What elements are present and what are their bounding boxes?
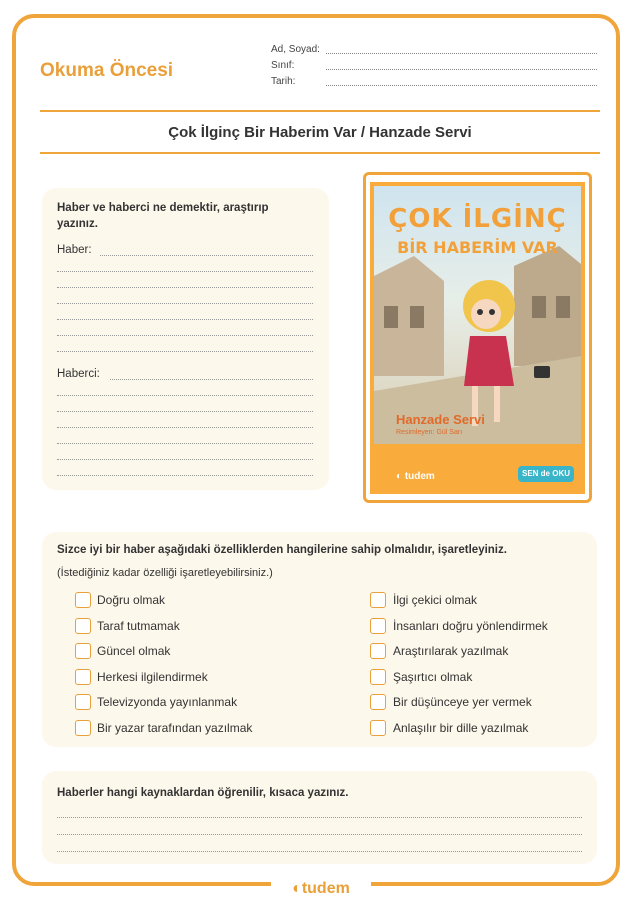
right-checkbox[interactable] bbox=[370, 720, 386, 736]
name-field[interactable] bbox=[326, 53, 597, 54]
divider-top bbox=[40, 110, 600, 112]
left-checkbox[interactable] bbox=[75, 592, 91, 608]
right-label: Şaşırtıcı olmak bbox=[393, 669, 473, 684]
haberci-line[interactable] bbox=[57, 443, 313, 444]
class-field[interactable] bbox=[326, 69, 597, 70]
date-label: Tarih: bbox=[271, 76, 296, 87]
right-label: Anlaşılır bir dille yazılmak bbox=[393, 720, 529, 735]
haber-line[interactable] bbox=[57, 319, 313, 320]
book-title: Çok İlginç Bir Haberim Var / Hanzade Servi bbox=[168, 124, 472, 141]
haberci-line[interactable] bbox=[57, 475, 313, 476]
research-question: Haber ve haberci ne demektir, araştırıp yazınız. bbox=[57, 202, 269, 230]
page-title: Okuma Öncesi bbox=[40, 60, 174, 81]
tudem-logo-icon: ◐ bbox=[396, 471, 403, 482]
features-note: (İstediğiniz kadar özelliği işaretleyebilirsiniz.) bbox=[57, 567, 273, 579]
left-label: Güncel olmak bbox=[97, 644, 171, 658]
haber-line[interactable] bbox=[57, 271, 313, 272]
series-badge: SEN de OKU bbox=[518, 466, 574, 482]
left-label: Taraf tutmamak bbox=[97, 618, 180, 633]
left-label: Herkesi ilgilendirmek bbox=[97, 669, 208, 684]
divider-bottom bbox=[40, 152, 600, 154]
haberci-line[interactable] bbox=[57, 427, 313, 428]
right-label: Araştırılarak yazılmak bbox=[393, 644, 509, 658]
haber-line[interactable] bbox=[57, 287, 313, 288]
left-label: Doğru olmak bbox=[97, 593, 166, 607]
footer-logo bbox=[271, 878, 371, 900]
left-checkbox[interactable] bbox=[75, 618, 91, 634]
sources-box bbox=[42, 771, 597, 864]
right-checkbox[interactable] bbox=[370, 643, 386, 659]
right-label: İlgi çekici olmak bbox=[393, 593, 478, 607]
cover-illustrator: Resimleyen: Gül Sarı bbox=[396, 429, 463, 436]
right-label: Bir düşünceye yer vermek bbox=[393, 695, 532, 709]
cover-title-line2: BİR HABERİM VAR bbox=[397, 238, 558, 257]
right-checkbox[interactable] bbox=[370, 618, 386, 634]
book-cover bbox=[370, 182, 585, 494]
haber-line[interactable] bbox=[57, 335, 313, 336]
haberci-label: Haberci: bbox=[57, 368, 100, 380]
right-checkbox[interactable] bbox=[370, 694, 386, 710]
left-checkbox[interactable] bbox=[75, 643, 91, 659]
tudem-logo-icon: ◐ bbox=[292, 880, 302, 897]
cover-title-line1: ÇOK İLGİNÇ bbox=[388, 204, 567, 234]
haberci-line[interactable] bbox=[110, 379, 313, 380]
haber-label: Haber: bbox=[57, 244, 92, 256]
features-box bbox=[42, 532, 597, 747]
left-checkbox[interactable] bbox=[75, 694, 91, 710]
haberci-line[interactable] bbox=[57, 411, 313, 412]
sources-line[interactable] bbox=[57, 817, 582, 818]
date-field[interactable] bbox=[326, 85, 597, 86]
cover-author: Hanzade Servi bbox=[396, 412, 485, 427]
right-checkbox[interactable] bbox=[370, 669, 386, 685]
sources-question: Haberler hangi kaynaklardan öğrenilir, kısaca yazınız. bbox=[57, 787, 349, 799]
haber-line[interactable] bbox=[57, 351, 313, 352]
cover-publisher bbox=[396, 471, 435, 482]
right-label: İnsanları doğru yönlendirmek bbox=[393, 618, 548, 633]
right-checkbox[interactable] bbox=[370, 592, 386, 608]
sources-line[interactable] bbox=[57, 851, 582, 852]
footer-logo-text: tudem bbox=[301, 880, 350, 897]
name-label: Ad, Soyad: bbox=[271, 44, 320, 55]
cover-publisher-text: tudem bbox=[404, 471, 435, 482]
sources-line[interactable] bbox=[57, 834, 582, 835]
class-label: Sınıf: bbox=[271, 60, 295, 71]
left-label: Bir yazar tarafından yazılmak bbox=[97, 720, 253, 735]
left-checkbox[interactable] bbox=[75, 720, 91, 736]
haberci-line[interactable] bbox=[57, 395, 313, 396]
haberci-line[interactable] bbox=[57, 459, 313, 460]
features-question: Sizce iyi bir haber aşağıdaki özelliklerden hangilerine sahip olmalıdır, işaretleyiniz. bbox=[57, 544, 507, 556]
left-label: Televizyonda yayınlanmak bbox=[97, 695, 238, 709]
research-box bbox=[42, 188, 329, 490]
haber-line[interactable] bbox=[57, 303, 313, 304]
left-checkbox[interactable] bbox=[75, 669, 91, 685]
haber-line[interactable] bbox=[100, 255, 313, 256]
student-info bbox=[271, 44, 597, 92]
